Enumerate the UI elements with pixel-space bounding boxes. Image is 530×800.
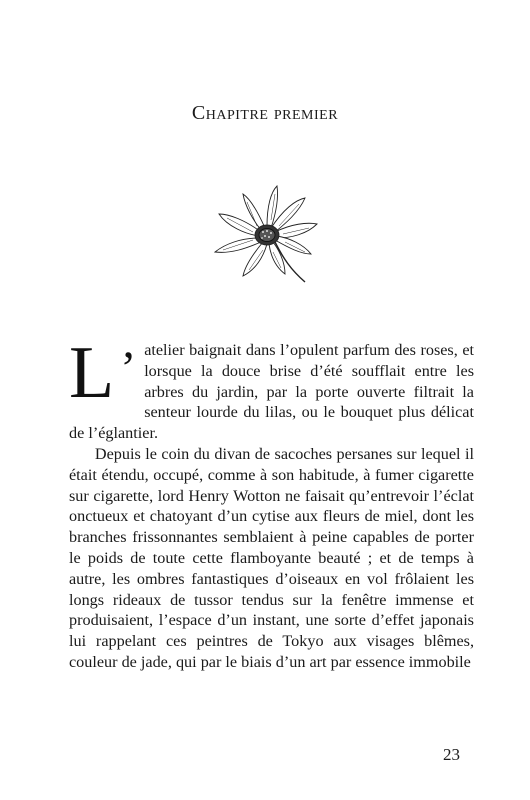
paragraph-second: Depuis le coin du divan de sacoches persanes sur lequel il était étendu, occupé, comme à son habitude, à fumer cigarette sur cigarette, lord Henry Wotton ne faisait qu’entrevoir l’éclat onctueux et chatoyant d’un cytise aux fleurs de miel, dont les branches frissonnantes semblaient à peine capables de porter le poids de toute cette flamboyante beauté ; et de temps à autre, les ombres fantastiques d’oiseaux en vol frôlaient les longs rideaux de tussor tendus sur la fenêtre immense et produisaient, l’espace d’un instant, une sorte d’effet japonais lui rappelant ces peintres de Tokyo aux visages blêmes, couleur de jade, qui par le biais d’un art par essence immobile (69, 444, 474, 671)
daisy-flower-icon (205, 180, 327, 290)
paragraph-first (69, 332, 474, 444)
body-text (69, 332, 474, 673)
paragraph-1-text: atelier baignait dans l’opulent parfum des roses, et lorsque la douce brise d’été soufflait entre les arbres du jardin, par la porte ouverte filtrait la senteur lourde du lilas, ou le bouquet plus délicat de l’églantier. (69, 341, 474, 443)
chapter-title: Chapitre premier (191, 102, 339, 124)
drop-cap: L ’ (69, 332, 137, 414)
page-number: 23 (443, 745, 460, 764)
